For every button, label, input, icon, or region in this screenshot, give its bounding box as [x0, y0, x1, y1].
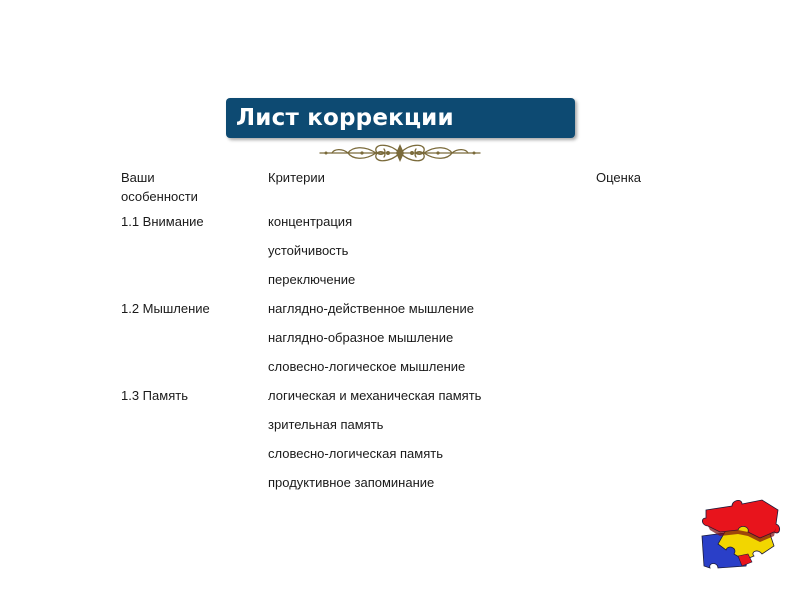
header-features-line1: Ваши: [121, 170, 155, 185]
criterion-productive-memorization: продуктивное запоминание: [268, 475, 435, 490]
criterion-visual-figurative-thinking: наглядно-образное мышление: [268, 330, 454, 345]
feature-thinking: 1.2 Мышление: [121, 301, 210, 316]
criterion-verbal-logical-memory: словесно-логическая память: [268, 446, 443, 461]
criterion-visual-action-thinking: наглядно-действенное мышление: [268, 301, 474, 316]
feature-memory: 1.3 Память: [121, 388, 188, 403]
title-banner: [226, 98, 575, 138]
criterion-logical-mechanical-memory: логическая и механическая память: [268, 388, 482, 403]
header-criteria: Критерии: [268, 170, 325, 185]
criterion-verbal-logical-thinking: словесно-логическое мышление: [268, 359, 466, 374]
criterion-concentration: концентрация: [268, 214, 353, 229]
feature-attention: 1.1 Внимание: [121, 214, 204, 229]
puzzle-pieces-icon: [698, 492, 782, 574]
decorative-flourish-icon: [318, 140, 482, 166]
criterion-switching: переключение: [268, 272, 356, 287]
slide-title: Лист коррекции: [236, 105, 454, 131]
header-score: Оценка: [596, 170, 642, 185]
header-features-line2: особенности: [121, 189, 198, 204]
criterion-visual-memory: зрительная память: [268, 417, 384, 432]
criterion-stability: устойчивость: [268, 243, 349, 258]
